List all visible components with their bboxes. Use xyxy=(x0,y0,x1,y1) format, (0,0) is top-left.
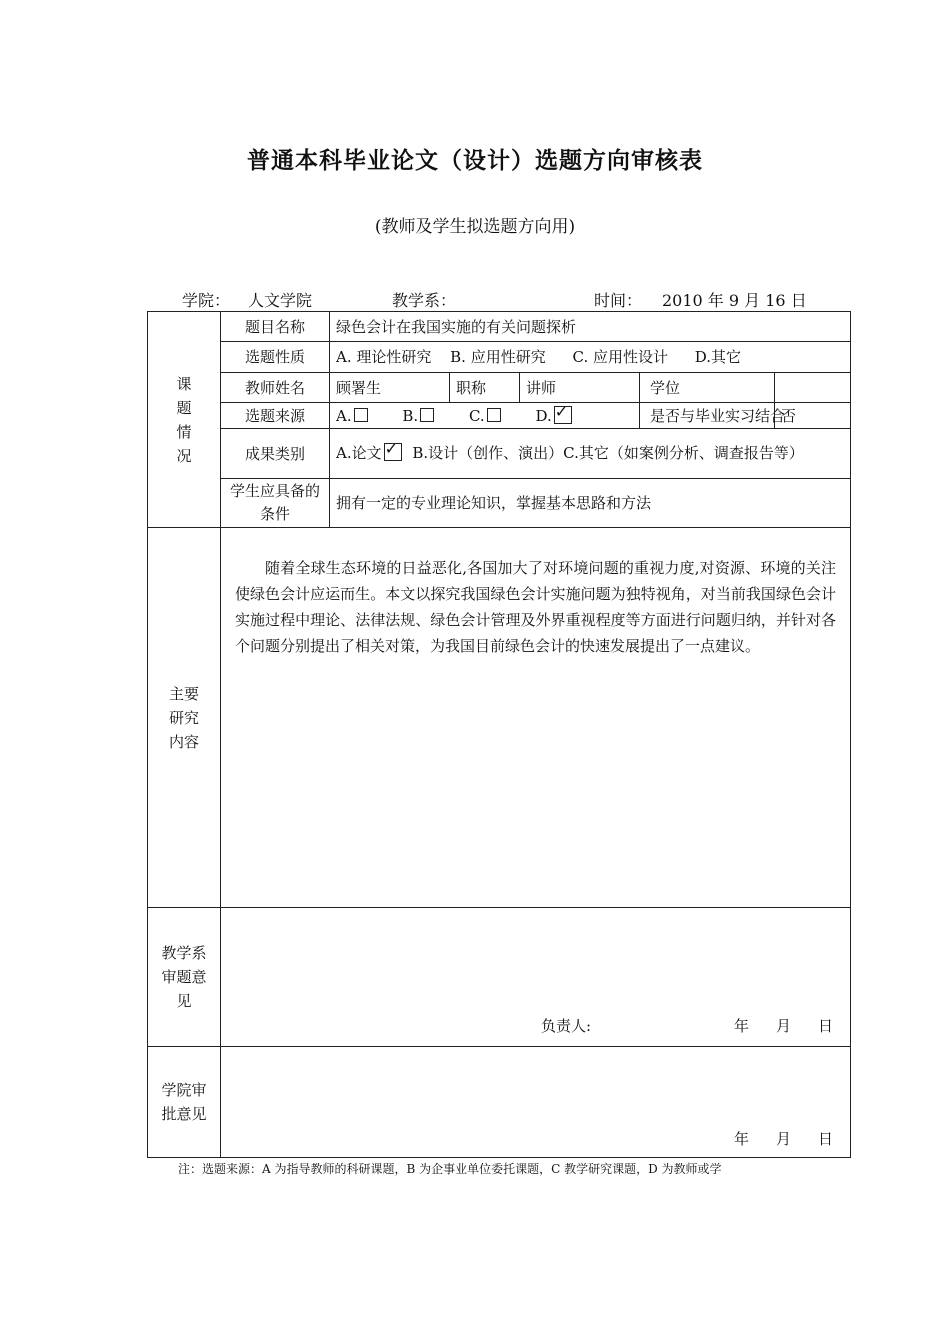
result-a-checkbox[interactable] xyxy=(384,439,402,461)
dept-month-label: 月 xyxy=(776,1017,792,1035)
college-label: 学院： xyxy=(182,291,231,310)
topic-title-value: 绿色会计在我国实施的有关问题探析 xyxy=(330,312,851,342)
footnote: 注：选题来源：A 为指导教师的科研课题，B 为企事业单位委托课题，C 教学研究课题，D 为教师或学 xyxy=(178,1162,722,1176)
source-option-a[interactable]: A. xyxy=(336,407,368,425)
college-value: 人文学院 xyxy=(248,291,313,310)
result-type-label: 成果类别 xyxy=(221,429,330,479)
college-review-label: 学院审批意见 xyxy=(148,1047,221,1158)
topic-source-options xyxy=(330,403,640,429)
row-topic-title xyxy=(148,312,851,342)
research-label: 主要研究内容 xyxy=(148,528,221,908)
row-student-conditions xyxy=(148,479,851,528)
nature-option-d: D.其它 xyxy=(694,348,742,366)
dept-day-label: 日 xyxy=(818,1017,834,1035)
nature-option-c: C. 应用性设计 xyxy=(572,348,668,366)
form-subtitle: (教师及学生拟选题方向用) xyxy=(374,217,576,237)
time-value: 2010 年 9 月 16 日 xyxy=(662,291,807,310)
teacher-degree-value xyxy=(775,373,851,403)
checkmark-icon: ✓ xyxy=(384,439,399,458)
college-year-label: 年 xyxy=(734,1130,750,1148)
review-form-table xyxy=(147,311,851,1158)
source-b-checkbox[interactable] xyxy=(420,408,434,422)
source-option-c[interactable]: C. xyxy=(469,407,501,425)
college-day-label: 日 xyxy=(818,1130,834,1148)
source-option-d[interactable]: D. ✓ xyxy=(535,407,571,425)
section-topic-label: 课题情况 xyxy=(148,312,221,528)
dept-signer-label: 负责人: xyxy=(541,1017,592,1035)
result-option-a[interactable]: A.论文 ✓ xyxy=(336,444,402,462)
teacher-degree-label: 学位 xyxy=(640,373,775,403)
row-result-type xyxy=(148,429,851,479)
college-month-label: 月 xyxy=(776,1130,792,1148)
result-type-options xyxy=(330,429,851,479)
row-dept-review xyxy=(148,908,851,1047)
research-content: 随着全球生态环境的日益恶化,各国加大了对环境问题的重视力度,对资源、环境的关注使绿色会计应运而生。本文以探究我国绿色会计实施问题为独特视角，对当前我国绿色会计实施过程中理论、法律法规、绿色会计管理及外界重视程度等方面进行问题归纳，并针对各个问题分别提出了相关对策，为我国目前绿色会计的快速发展提出了一点建议。 xyxy=(235,559,837,655)
student-conditions-label: 学生应具备的条件 xyxy=(221,479,330,528)
dept-review-label: 教学系审题意见 xyxy=(148,908,221,1047)
dept-review-cell xyxy=(221,908,851,1047)
source-c-checkbox[interactable] xyxy=(487,408,501,422)
topic-nature-label: 选题性质 xyxy=(221,342,330,373)
internship-value: 否 xyxy=(775,403,851,429)
time-label: 时间： xyxy=(594,291,643,310)
row-topic-nature xyxy=(148,342,851,373)
internship-label: 是否与毕业实习结合 xyxy=(640,403,775,429)
row-college-review xyxy=(148,1047,851,1158)
checkmark-icon: ✓ xyxy=(554,401,569,421)
source-d-checkbox[interactable] xyxy=(554,401,572,424)
source-option-b[interactable]: B. xyxy=(402,407,434,425)
teacher-name-value: 顾署生 xyxy=(330,373,450,403)
topic-nature-options xyxy=(330,342,851,373)
row-research xyxy=(148,528,851,908)
nature-option-a: A. 理论性研究 xyxy=(336,348,432,366)
student-conditions-value: 拥有一定的专业理论知识，掌握基本思路和方法 xyxy=(330,479,851,528)
teacher-title-label: 职称 xyxy=(450,373,520,403)
topic-title-label: 题目名称 xyxy=(221,312,330,342)
department-label: 教学系： xyxy=(392,291,457,310)
result-other-options: B.设计（创作、演出）C.其它（如案例分析、调查报告等） xyxy=(412,444,804,462)
college-review-cell xyxy=(221,1047,851,1158)
topic-source-label: 选题来源 xyxy=(221,403,330,429)
source-a-checkbox[interactable] xyxy=(354,408,368,422)
row-topic-source xyxy=(148,403,851,429)
form-title: 普通本科毕业论文（设计）选题方向审核表 xyxy=(247,148,703,174)
teacher-title-value: 讲师 xyxy=(520,373,640,403)
teacher-name-label: 教师姓名 xyxy=(221,373,330,403)
dept-year-label: 年 xyxy=(734,1017,750,1035)
row-teacher xyxy=(148,373,851,403)
research-content-cell xyxy=(221,528,851,908)
nature-option-b: B. 应用性研究 xyxy=(450,348,546,366)
